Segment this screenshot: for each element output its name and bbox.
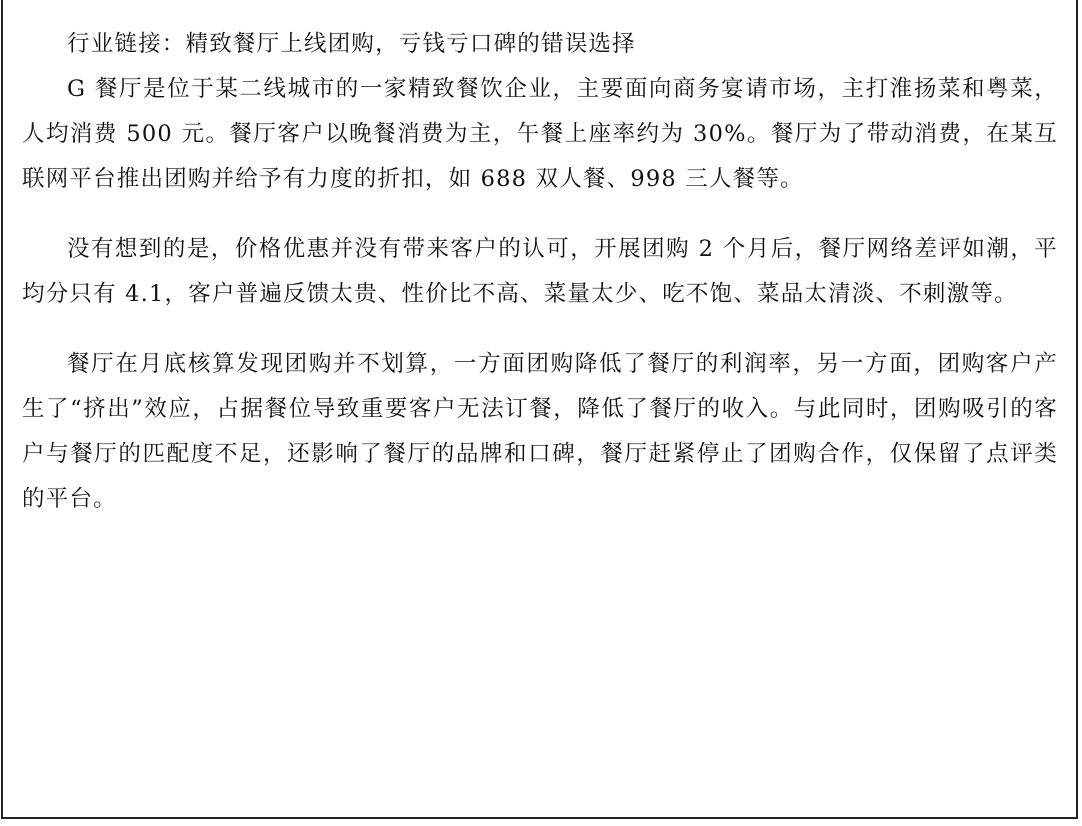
paragraph-2: 没有想到的是，价格优惠并没有带来客户的认可，开展团购 2 个月后，餐厅网络差评如潮，平均分只有 4.1，客户普遍反馈太贵、性价比不高、菜量太少、吃不饱、菜品太清淡、不刺激等。 xyxy=(22,236,1058,307)
document-body xyxy=(22,22,1058,522)
paragraph-spacer xyxy=(22,202,1058,227)
paragraph-spacer xyxy=(22,317,1058,342)
paragraph-1: G 餐厅是位于某二线城市的一家精致餐饮企业，主要面向商务宴请市场，主打淮扬菜和粤菜，人均消费 500 元。餐厅客户以晚餐消费为主，午餐上座率约为 30%。餐厅为了带动消费，在某互联网平台推出团购并给予有力度的折扣，如 688 双人餐、998 三人餐等。 xyxy=(22,76,1058,192)
document-title: 行业链接：精致餐厅上线团购，亏钱亏口碑的错误选择 xyxy=(67,31,636,57)
paragraph-3: 餐厅在月底核算发现团购并不划算，一方面团购降低了餐厅的利润率，另一方面，团购客户产生了“挤出”效应，占据餐位导致重要客户无法订餐，降低了餐厅的收入。与此同时，团购吸引的客户与餐厅的匹配度不足，还影响了餐厅的品牌和口碑，餐厅赶紧停止了团购合作，仅保留了点评类的平台。 xyxy=(22,351,1058,512)
